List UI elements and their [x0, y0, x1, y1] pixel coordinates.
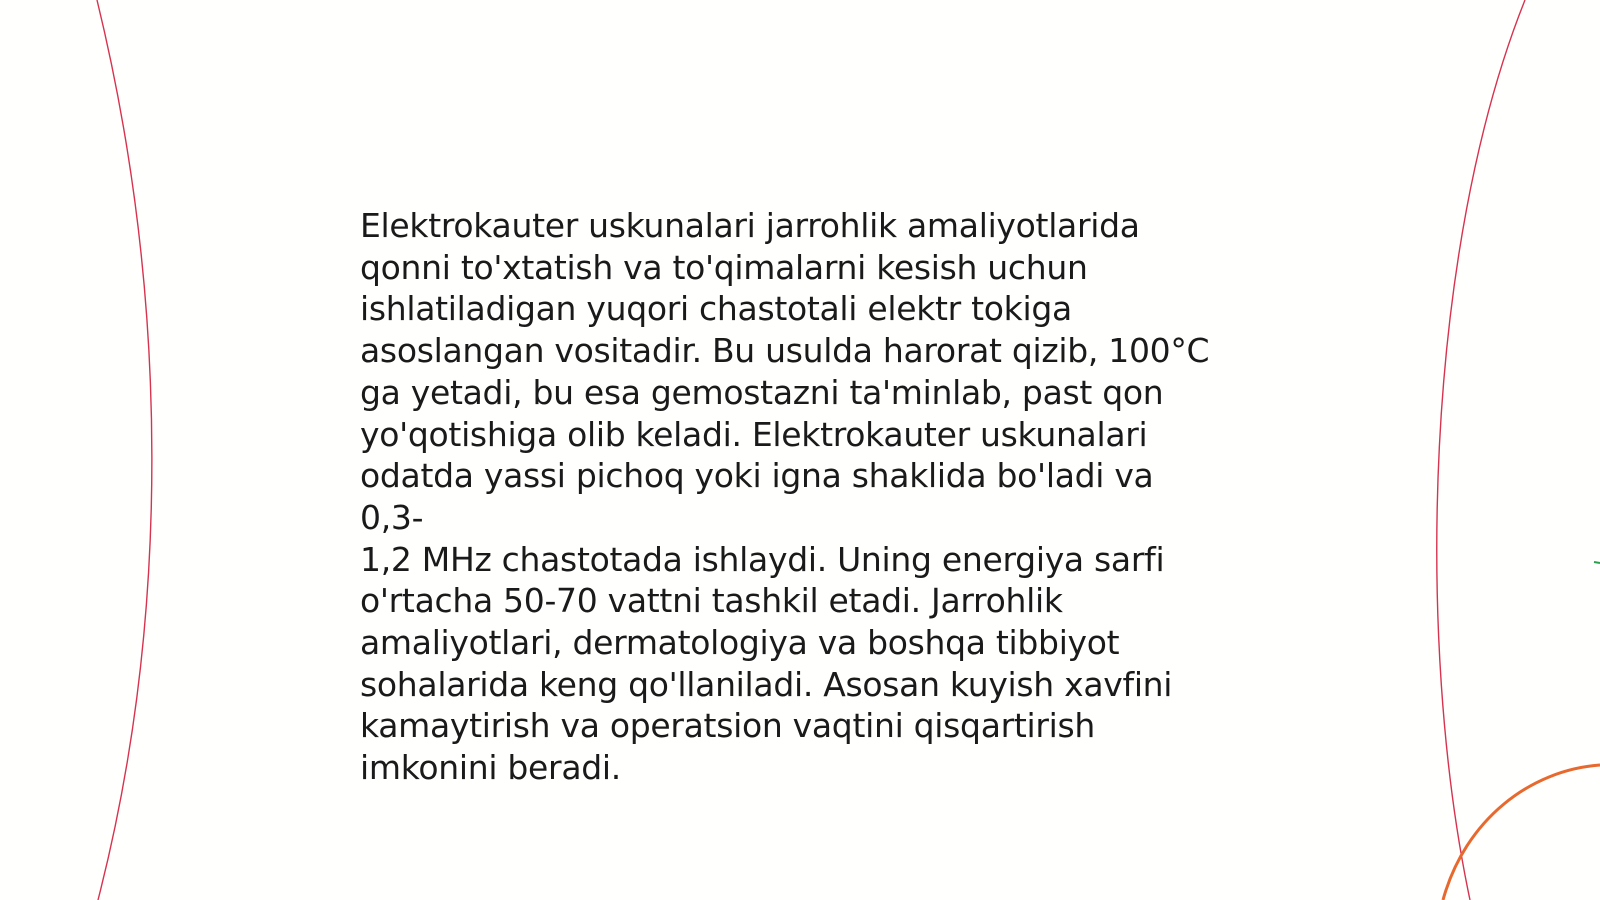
left-curve [97, 0, 152, 900]
slide-body-text: Elektrokauter uskunalari jarrohlik amaliyotlarida qonni to'xtatish va to'qimalarni kesish uchun ishlatiladigan yuqori chastotali elektr tokiga asoslangan vositadir. Bu usulda harorat qizib, 100°C ga yetadi, bu esa gemostazni ta'minlab, past qon yo'qotishiga olib keladi. Elektrokauter uskunalari odatda yassi pichoq yoki igna shaklida bo'ladi va 0,3- 1,2 MHz chastotada ishlaydi. Uning energiya sarfi o'rtacha 50-70 vattni tashkil etadi. Jarrohlik amaliyotlari, dermatologiya va boshqa tibbiyot sohalarida keng qo'llaniladi. Asosan kuyish xavfini kamaytirish va operatsion vaqtini qisqartirish imkonini beradi. [360, 206, 1210, 788]
right-curve [1437, 0, 1525, 900]
accent-tick [1594, 562, 1600, 563]
